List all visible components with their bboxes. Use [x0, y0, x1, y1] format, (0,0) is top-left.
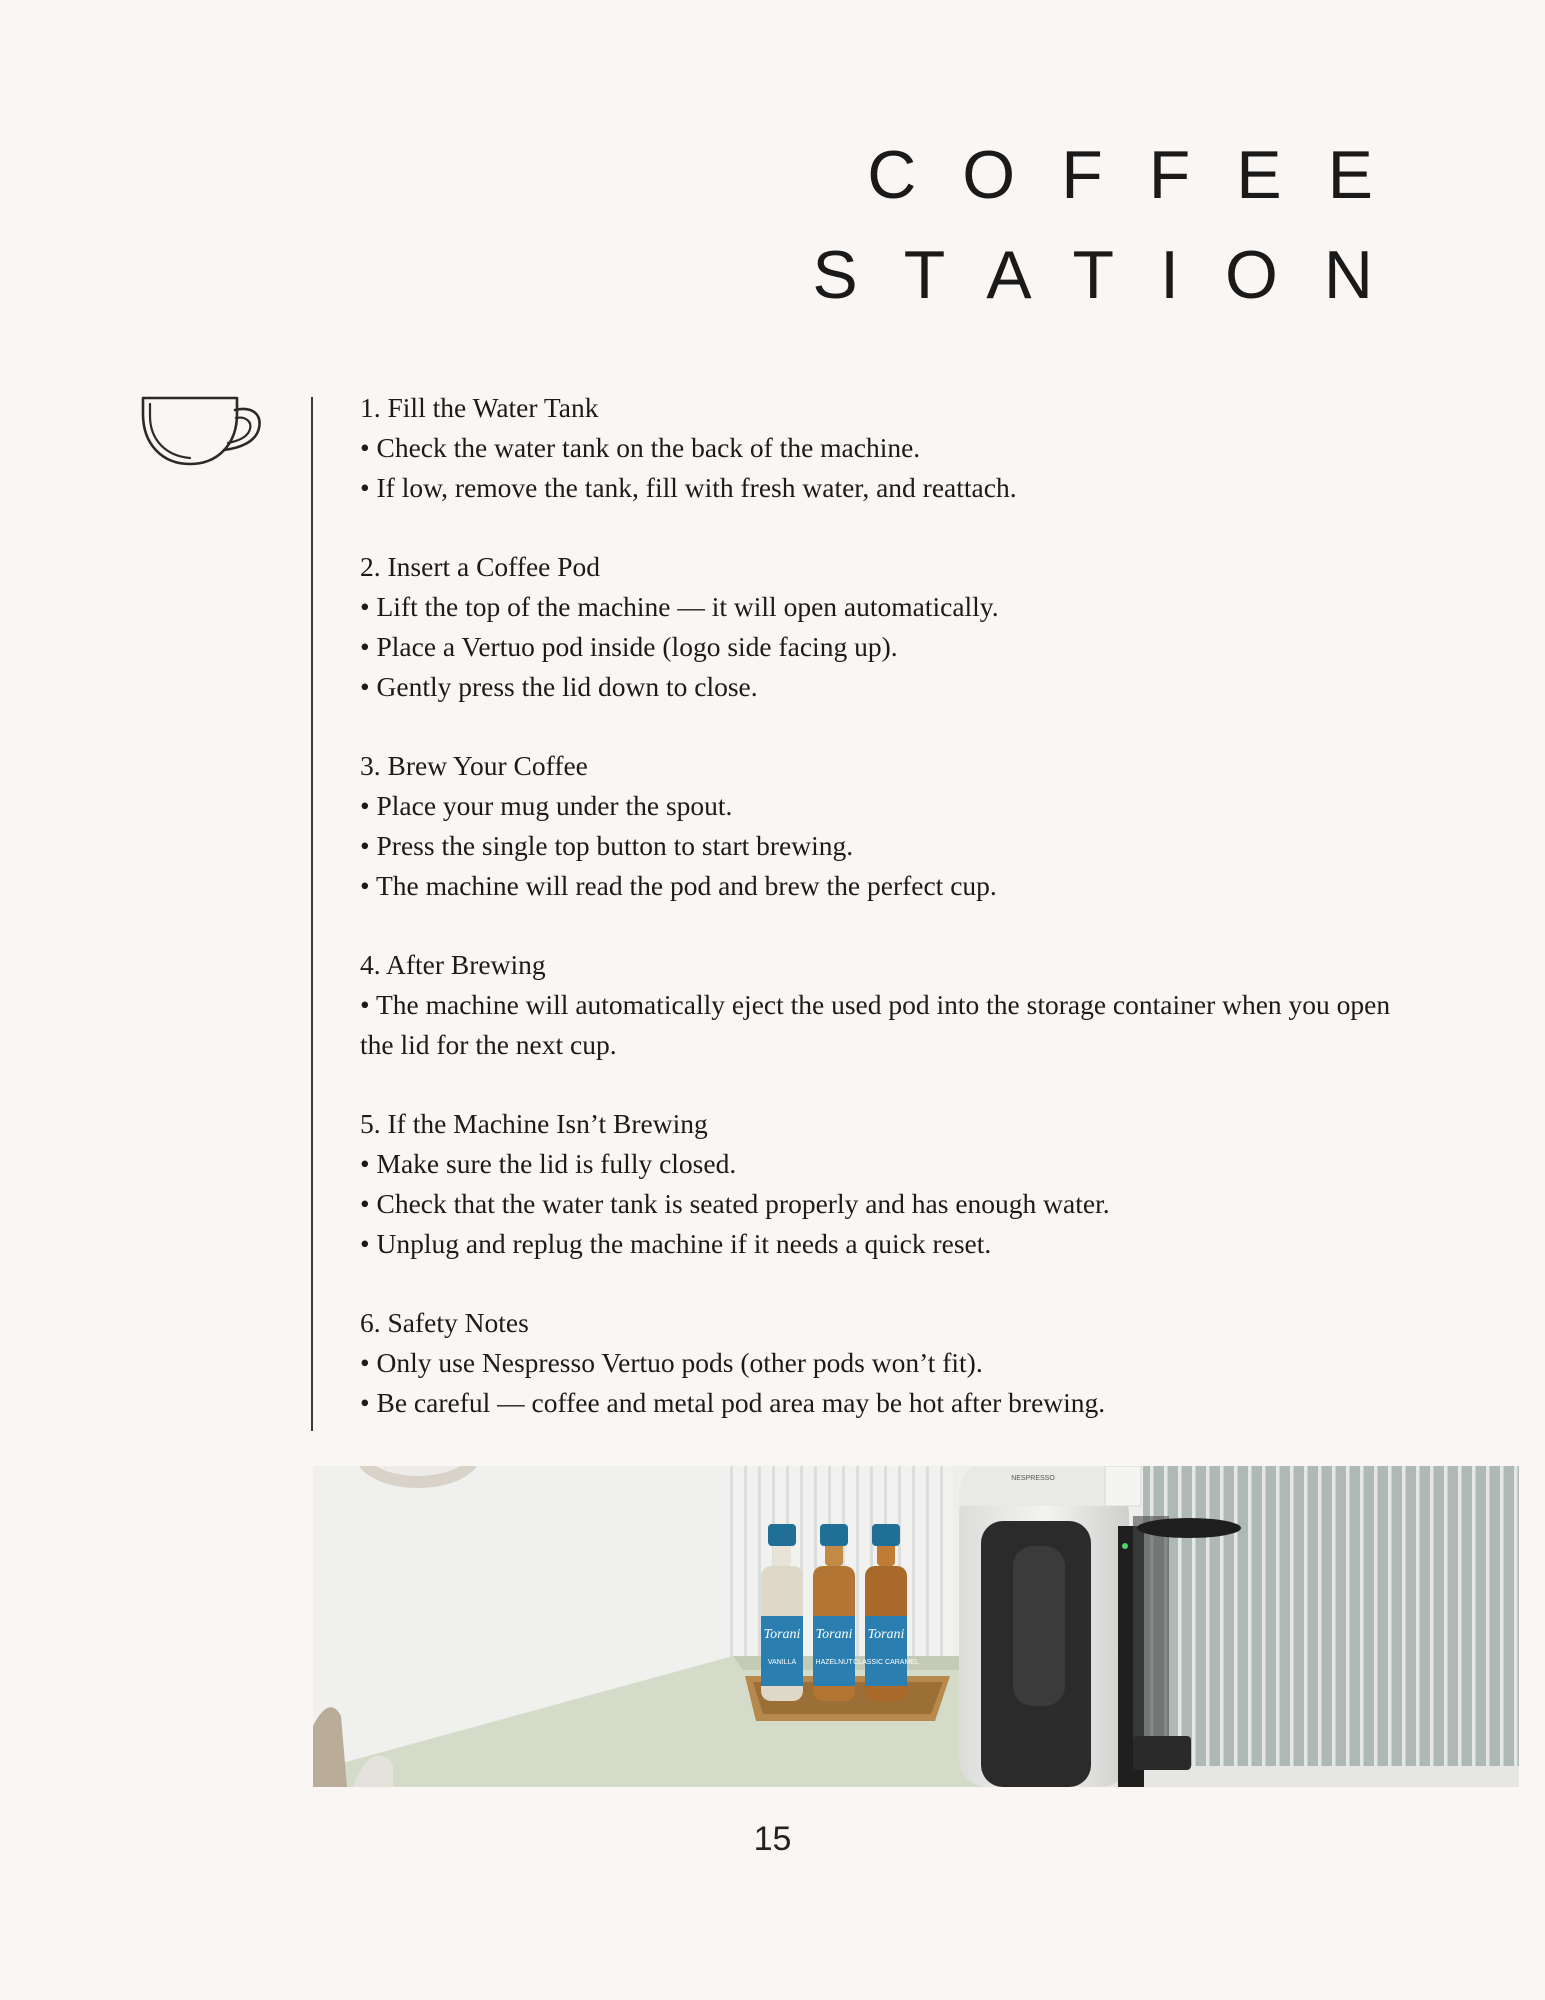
bullet: • Only use Nespresso Vertuo pods (other pods won’t fit). [360, 1347, 983, 1379]
section-troubleshooting [360, 1104, 1420, 1263]
machine-brand-label: NESPRESSO [1011, 1475, 1055, 1482]
bottle-brand-label: Torani [763, 1627, 801, 1642]
bottle-brand-label: Torani [815, 1627, 853, 1642]
section-heading: 4. After Brewing [360, 949, 546, 981]
bottle-flavor-label: CLASSIC CARAMEL [853, 1659, 919, 1666]
bullet: • Unplug and replug the machine if it needs a quick reset. [360, 1227, 992, 1259]
section-after-brewing [360, 945, 1420, 1064]
divider-line [311, 397, 313, 1431]
section-fill-water-tank [360, 388, 1420, 507]
section-heading: 2. Insert a Coffee Pod [360, 551, 601, 583]
bullet: • Place a Vertuo pod inside (logo side facing up). [360, 630, 898, 662]
section-brew-coffee [360, 746, 1420, 905]
bottle-flavor-label: VANILLA [767, 1659, 797, 1666]
bullet: • If low, remove the tank, fill with fresh water, and reattach. [360, 471, 1017, 503]
bullet: • Make sure the lid is fully closed. [360, 1148, 737, 1180]
bullet: • The machine will read the pod and brew the perfect cup. [360, 869, 997, 901]
title-line-1: COFFEE [867, 137, 1419, 213]
bullet: • Check the water tank on the back of the machine. [360, 431, 921, 463]
bullet: • Place your mug under the spout. [360, 789, 733, 821]
section-heading: 5. If the Machine Isn’t Brewing [360, 1108, 708, 1140]
bullet: • Lift the top of the machine — it will open automatically. [360, 590, 999, 622]
bullet: • Check that the water tank is seated properly and has enough water. [360, 1187, 1110, 1219]
title-line-2: STATION [812, 237, 1419, 313]
bottle-brand-label: Torani [867, 1627, 905, 1642]
instructions [360, 388, 1420, 1463]
coffee-cup-icon [140, 396, 262, 468]
section-insert-pod [360, 547, 1420, 706]
bottle-flavor-label: HAZELNUT [815, 1659, 853, 1666]
section-safety-notes [360, 1303, 1420, 1422]
page-number: 15 [753, 1820, 792, 1858]
coffee-station-photo [313, 1466, 1519, 1787]
bullet: • Press the single top button to start brewing. [360, 829, 854, 861]
section-heading: 1. Fill the Water Tank [360, 392, 599, 423]
bullet: • The machine will automatically eject the used pod into the storage container when you open the lid for the next cup. [360, 988, 1391, 1060]
bullet: • Gently press the lid down to close. [360, 670, 758, 702]
bullet: • Be careful — coffee and metal pod area may be hot after brewing. [360, 1386, 1106, 1418]
page-title [812, 125, 1419, 325]
coffee-machine [959, 1466, 1144, 1787]
section-heading: 3. Brew Your Coffee [360, 750, 588, 782]
section-heading: 6. Safety Notes [360, 1307, 529, 1339]
